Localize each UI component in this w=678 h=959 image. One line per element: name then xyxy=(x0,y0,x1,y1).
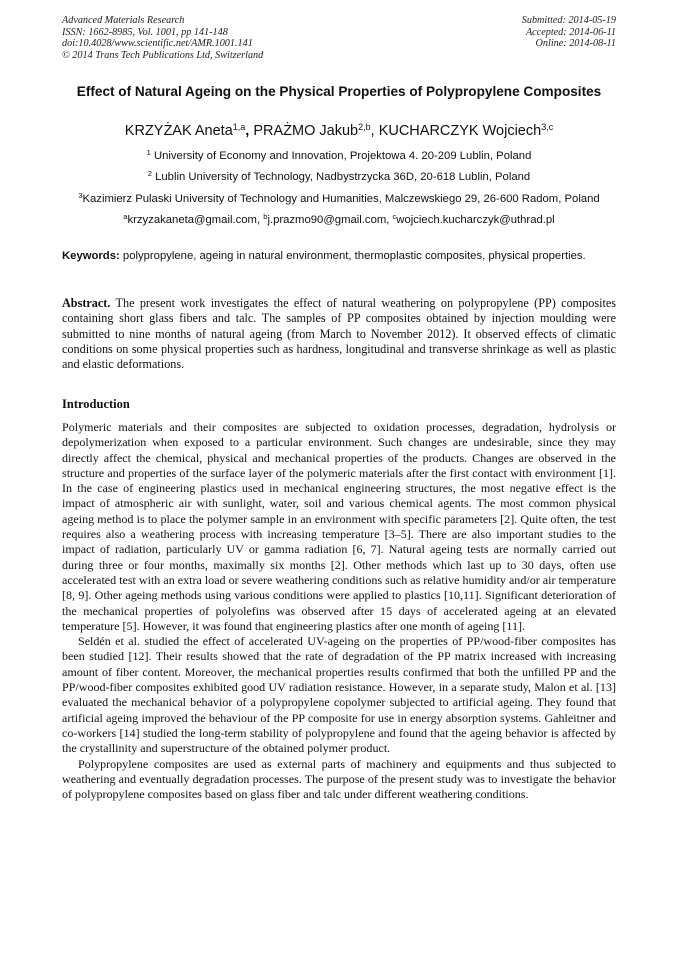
affiliation xyxy=(62,170,616,184)
abstract-label: Abstract. xyxy=(62,296,111,310)
introduction-body xyxy=(62,420,616,802)
affiliation xyxy=(62,192,616,206)
keywords-label: Keywords: xyxy=(62,250,120,262)
affiliation-text: University of Economy and Innovation, Projektowa 4. 20-209 Lublin, Poland xyxy=(153,150,532,162)
affiliation xyxy=(62,149,616,163)
journal-header-left xyxy=(62,15,263,61)
body-paragraph: Polypropylene composites are used as external parts of machinery and equipments and thus subjected to weathering and eventually degradation processes. The purpose of the present study was to investigate the behavior of polypropylene composites based on glass fiber and talc under different weathering conditions. xyxy=(62,756,616,802)
doi-line: doi:10.4028/www.scientific.net/AMR.1001.141 xyxy=(62,38,253,50)
author-name: KRZYŻAK Aneta xyxy=(124,123,233,139)
email-link[interactable]: wojciech.kucharczyk@uthrad.pl xyxy=(396,214,555,226)
journal-name: Advanced Materials Research xyxy=(62,15,185,26)
author-name: KUCHARCZYK Wojciech xyxy=(378,123,542,139)
email-link[interactable]: j.prazmo90@gmail.com xyxy=(267,214,387,226)
abstract xyxy=(62,296,616,372)
email-list: $^a$krzyzakaneta@gmail.com, $^b$j.prazmo90@gmail.com, $^c$wojciech.kucharczyk@uthrad.pl xyxy=(123,212,555,226)
email-superscript: b xyxy=(263,212,268,221)
body-paragraph: Polymeric materials and their composites are subjected to oxidation processes, degradation, hydrolysis or depolymerization when exposed to a particular environment. Such changes are undesirable, since they may directly affect the chemical, physical and mechanical properties of the products. Changes are observed in the structure and properties of the surface layer of the polymeric materials after the first contact with environment [1]. In the case of engineering plastics used in mechanical engineering structures, the most negative effect is the impact of atmospheric air with sunlight, water, soil and various chemical agents. The most common physical ageing method is to place the polymer sample in an environment with specific parameters [2]. Quite often, the test requires also a weathering process with increasing temperature [3–5]. There are also important studies to the impact of radiation, particularly UV or gamma radiation [6, 7]. Natural ageing tests are normally carried out during three or four months, maximally six months [2]. Other methods which last up to 30 days, often use accelerated test with an extra load or severe weathering conditions such as relative humidity and/or air temperature [8, 9]. Other ageing methods using various conditions were applied to plastics [10,11]. Significant deterioration of the mechanical properties of polyolefins was observed after 15 days of accelerated ageing at an elevated temperature [5]. However, it was found that engineering plastics after one month of ageing [11]. xyxy=(62,420,616,633)
keywords xyxy=(62,250,616,264)
copyright-line: © 2014 Trans Tech Publications Ltd, Switzerland xyxy=(62,49,264,61)
author-list: KRZYŻAK Aneta$^{1,a}$, PRAŻMO Jakub$^{2,b}$, KUCHARCZYK Wojciech$^{3,c}$ xyxy=(124,122,554,139)
journal-header-right xyxy=(522,15,616,50)
submitted-date: Submitted: 2014-05-19 xyxy=(521,15,616,26)
author-superscript: 2,b xyxy=(358,122,371,132)
author-superscript: 3,c xyxy=(541,122,554,132)
email-superscript: a xyxy=(123,212,128,221)
paper-title: Effect of Natural Ageing on the Physical Properties of Polypropylene Composites xyxy=(76,84,602,99)
accepted-date: Accepted: 2014-06-11 xyxy=(525,26,616,38)
affiliation-superscript: 1 xyxy=(146,148,151,157)
email-superscript: c xyxy=(392,212,397,221)
issn-line: ISSN: 1662-8985, Vol. 1001, pp 141-148 xyxy=(62,26,228,38)
author-name: PRAŻMO Jakub xyxy=(253,123,359,139)
online-date: Online: 2014-08-11 xyxy=(535,38,616,50)
keywords-text: polypropylene, ageing in natural environment, thermoplastic composites, physical properties. xyxy=(122,250,586,262)
affiliation-text: Kazimierz Pulaski University of Technology and Humanities, Malczewskiego 29, 26-600 Radom, Poland xyxy=(82,193,600,205)
affiliation-text: Lublin University of Technology, Nadbystrzycka 36D, 20-618 Lublin, Poland xyxy=(155,171,531,183)
abstract-text: The present work investigates the effect of natural weathering on polypropylene (PP) composites containing short glass fibers and talc. The samples of PP composites obtained by injection moulding were submitted to nine months of natural ageing (from March to November 2012). It observed effects of climatic conditions on some physical properties such as hardness, longitudinal and transverse shrinkage as well as plastic and elastic deformations. xyxy=(62,296,616,372)
author-superscript: 1,a xyxy=(232,122,246,132)
affiliation-superscript: 2 xyxy=(147,169,152,178)
email-link[interactable]: krzyzakaneta@gmail.com xyxy=(127,214,257,226)
body-paragraph: Seldén et al. studied the effect of accelerated UV-ageing on the properties of PP/wood-fiber composites has been studied [12]. Their results showed that the rate of degradation of the PP matrix increased with increasing amount of fiber content. Moreover, the mechanical properties results confirmed that both the unfilled PP and the PP/wood-fiber composites exhibited good UV radiation resistance. However, in a separate study, Malon et al. [13] evaluated the mechanical behavior of a polypropylene copolymer subjected to artificial ageing. They found that artificial ageing improved the behaviour of the PP composite for use in energy absorption systems. Gahleitner and co-workers [14] studied the long-term stability of polypropylene and found that the ageing behavior is affected by the crystallinity and superstructure of the obtained polymer product. xyxy=(62,634,616,756)
section-heading: Introduction xyxy=(62,397,130,411)
affiliation-superscript: 3 xyxy=(78,191,83,200)
